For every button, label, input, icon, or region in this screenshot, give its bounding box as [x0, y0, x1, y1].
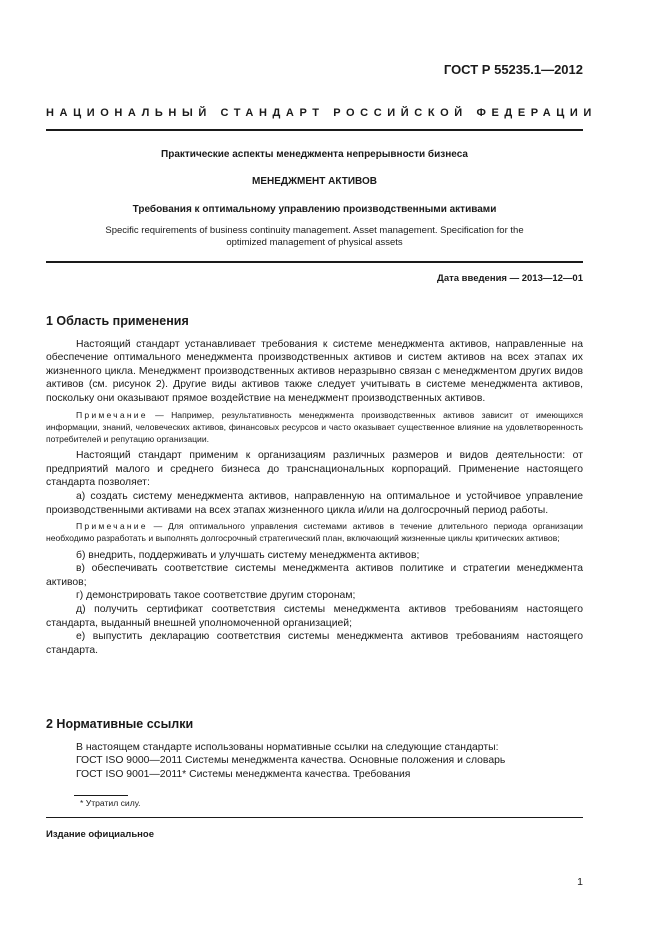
title-bottom-divider: [46, 261, 583, 263]
section-1-paragraph-1: Настоящий стандарт устанавливает требования к системе менеджмента активов, направленные на обеспечение оптимального менеджмента производственных активов и систем активов на всех этапах их жизненного цикла. Менеджмент производственных активов неразрывно связан с менеджментом других видов активов (см. рисунок 2). Другие виды активов также следует учитывать в системе менеджмента активов, поскольку они оказывают прямое воздействие на менеджмент производственных активов.: [46, 338, 583, 404]
note-2: [46, 520, 583, 544]
section-1-paragraph-2: Настоящий стандарт применим к организациям различных размеров и видов деятельности: от предприятий малого и среднего бизнеса до транснациональных корпораций. Применение настоящего стандарта позволяет:: [46, 450, 583, 489]
english-title: Specific requirements of business continuity management. Asset management. Specification for the optimized management of physical assets: [105, 225, 524, 248]
official-edition-label: Издание официальное: [46, 829, 154, 840]
top-divider: [46, 129, 583, 131]
list-item-v: в) обеспечивать соответствие системы менеджмента активов политике и стратегии менеджмента активов;: [46, 563, 583, 588]
document-code: ГОСТ Р 55235.1—2012: [443, 62, 583, 77]
footnote: * Утратил силу.: [80, 798, 141, 808]
list-item-b: б) внедрить, поддерживать и улучшать систему менеджмента активов;: [76, 549, 420, 561]
section-1-heading: 1 Область применения: [46, 314, 189, 328]
introduction-date: Дата введения — 2013—12—01: [437, 273, 583, 284]
section-1: [46, 315, 583, 657]
section-2-heading: 2 Нормативные ссылки: [46, 717, 194, 731]
note-2-text: — Для оптимального управления системами активов в течение длительного периода организации необходимо разработать и выполнять долгосрочный стратегический план, включающий жизненные циклы критических активов;: [46, 521, 583, 544]
normative-reference-2: ГОСТ ISO 9001—2011* Системы менеджмента качества. Требования: [76, 768, 411, 780]
title-line-1: Практические аспекты менеджмента непрерывности бизнеса: [161, 149, 468, 160]
national-standard-heading: НАЦИОНАЛЬНЫЙ СТАНДАРТ РОССИЙСКОЙ ФЕДЕРАЦИИ: [46, 107, 597, 119]
section-2: [46, 718, 583, 781]
page-number: 1: [577, 876, 583, 888]
section-2-paragraph-1: В настоящем стандарте использованы нормативные ссылки на следующие стандарты:: [76, 741, 499, 753]
footnote-rule: [74, 795, 128, 796]
list-item-g: г) демонстрировать такое соответствие другим сторонам;: [76, 590, 356, 602]
note-1-text: — Например, результативность менеджмента производственных активов зависит от имеющихся информации, знаний, человеческих активов, финансовых ресурсов и часто оказывает существенное влияние на удовлетворенность потребителей и репутацию организации.: [46, 409, 583, 444]
list-item-d: д) получить сертификат соответствия системы менеджмента активов требованиям настоящего стандарта, выданный внешней уполномоченной организацией;: [46, 603, 583, 629]
list-item-a: а) создать систему менеджмента активов, направленную на оптимальное и устойчивое управление производственными активами на всех этапах жизненного цикла и/или на долгосрочный период работы.: [46, 490, 583, 516]
list-item-e: е) выпустить декларацию соответствия системы менеджмента активов требованиям настоящего стандарта.: [46, 631, 583, 656]
title-line-2: МЕНЕДЖМЕНТ АКТИВОВ: [251, 176, 377, 187]
note-1: [46, 409, 583, 446]
title-line-3: Требования к оптимальному управлению производственными активами: [132, 204, 497, 215]
normative-reference-1: ГОСТ ISO 9000—2011 Системы менеджмента качества. Основные положения и словарь: [76, 755, 506, 767]
note-2-label: Примечание: [76, 521, 148, 532]
note-1-label: Примечание: [76, 409, 148, 420]
footer-divider: [46, 817, 583, 818]
